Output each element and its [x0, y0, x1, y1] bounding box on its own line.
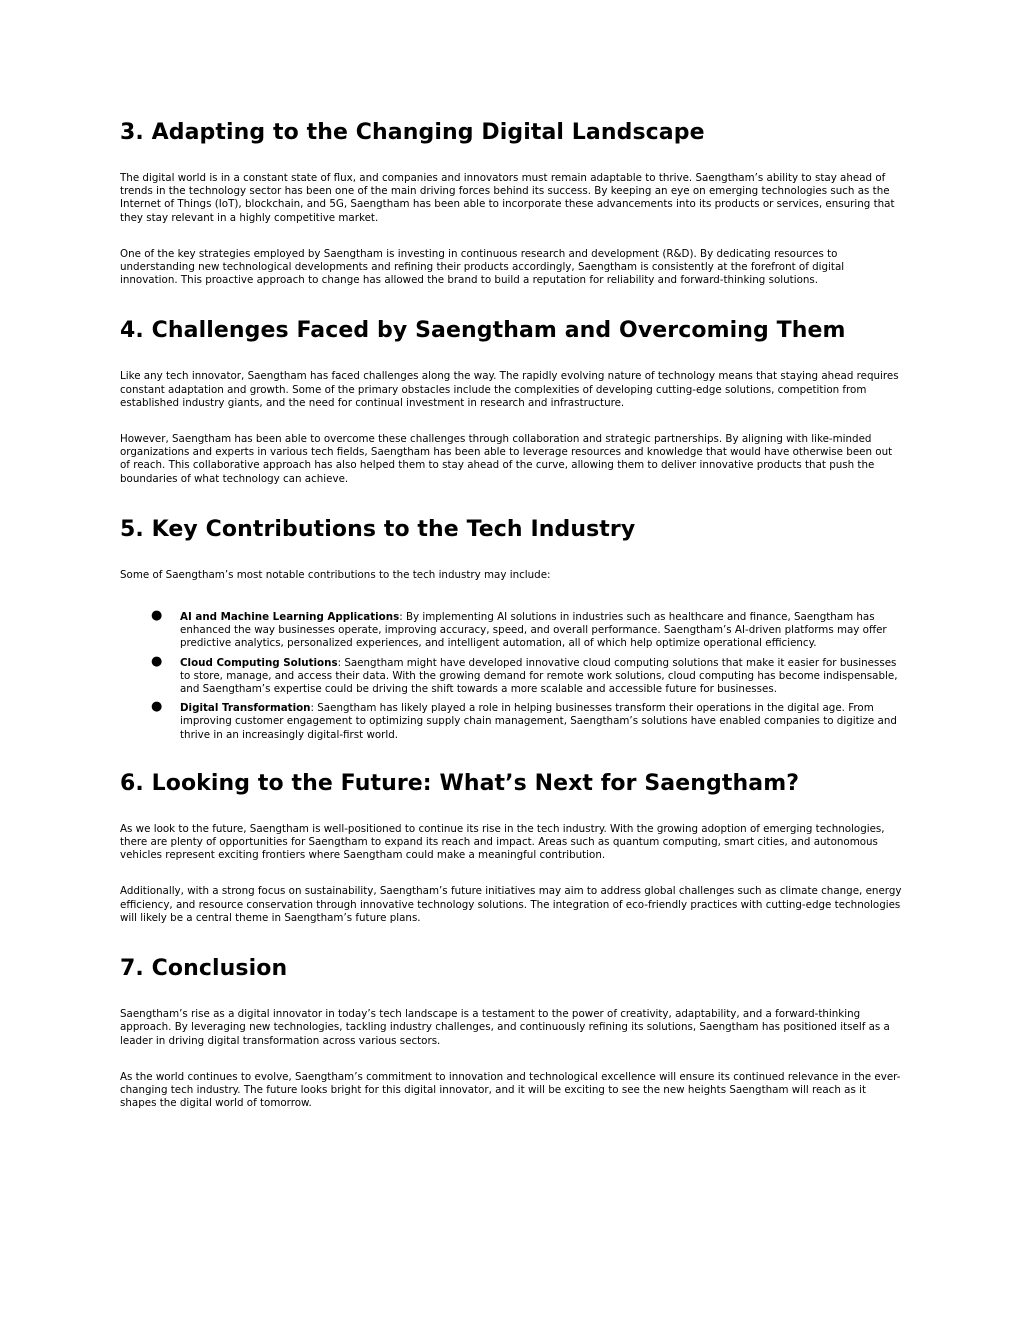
- bullet-icon: ●: [151, 699, 163, 715]
- paragraph: Like any tech innovator, Saengtham has faced challenges along the way. The rapidly evolving nature of technology means that staying ahead requires constant adaptation and growth. Some of the primary obstacles include the complexities of developing cutting-edge solutions, competition from established industry giants, and the need for continual investment in research and infrastructure.: [120, 370, 899, 409]
- bullet-icon: ●: [151, 653, 163, 669]
- paragraph: As the world continues to evolve, Saengtham’s commitment to innovation and technological excellence will ensure its continued relevance in the ever-changing tech industry. The future looks bright for this digital innovator, and it will be exciting to see the new heights Saengtham will reach as it shapes the digital world of tomorrow.: [120, 1070, 901, 1110]
- section-heading-challenges: 4. Challenges Faced by Saengtham and Overcoming Them: [120, 318, 846, 344]
- list-item: [120, 699, 904, 742]
- section-heading-future: 6. Looking to the Future: What’s Next for Saengtham?: [120, 770, 800, 796]
- paragraph: Saengtham’s rise as a digital innovator in today’s tech landscape is a testament to the power of creativity, adaptability, and a forward-thinking approach. By leveraging new technologies, tackling industry challenges, and continuously refining its solutions, Saengtham has positioned itself as a leader in driving digital transformation across various sectors.: [120, 1008, 890, 1047]
- bullet-icon: ●: [151, 608, 163, 624]
- list-item: [120, 608, 904, 651]
- list-item-term: Cloud Computing Solutions: [180, 656, 338, 669]
- list-item-term: Digital Transformation: [180, 702, 311, 715]
- contributions-list: [120, 608, 904, 742]
- section-heading-conclusion: 7. Conclusion: [120, 956, 288, 982]
- section-heading-adapting: 3. Adapting to the Changing Digital Landscape: [120, 120, 705, 145]
- list-item-term: AI and Machine Learning Applications: [180, 611, 400, 624]
- paragraph: However, Saengtham has been able to overcome these challenges through collaboration and strategic partnerships. By aligning with like-minded organizations and experts in various tech fields, Saengtham has been able to leverage resources and knowledge that would have otherwise been out of reach. This collaborative approach has also helped them to stay ahead of the curve, allowing them to deliver innovative products that push the boundaries of what technology can achieve.: [120, 433, 893, 485]
- document-page: [120, 118, 904, 1133]
- list-item: [120, 653, 904, 697]
- paragraph: One of the key strategies employed by Saengtham is investing in continuous research and development (R&D). By dedicating resources to understanding new technological developments and refining their products accordingly, Saengtham is consistently at the forefront of digital innovation. This proactive approach to change has allowed the brand to build a reputation for reliability and forward-thinking solutions.: [120, 247, 845, 287]
- list-item-text: : By implementing AI solutions in industries such as healthcare and finance, Saengtham has enhanced the way businesses operate, improving accuracy, speed, and overall performance. Saengtham’s AI-driven platforms may offer predictive analytics, personalized experiences, and intelligent automation, all of which help optimize operational efficiency.: [180, 611, 887, 650]
- paragraph: Additionally, with a strong focus on sustainability, Saengtham’s future initiatives may aim to address global challenges such as climate change, energy efficiency, and resource conservation through innovative technology solutions. The integration of eco-friendly practices with cutting-edge technologies will likely be a central theme in Saengtham’s future plans.: [120, 885, 902, 924]
- paragraph: Some of Saengtham’s most notable contributions to the tech industry may include:: [120, 568, 551, 581]
- paragraph: As we look to the future, Saengtham is well-positioned to continue its rise in the tech industry. With the growing adoption of emerging technologies, there are plenty of opportunities for Saengtham to expand its reach and impact. Areas such as quantum computing, smart cities, and autonomous vehicles represent exciting frontiers where Saengtham could make a meaningful contribution.: [120, 822, 885, 862]
- list-item-text: : Saengtham might have developed innovative cloud computing solutions that make it easier for businesses to store, manage, and access their data. With the growing demand for remote work solutions, cloud computing has become indispensable, and Saengtham’s expertise could be driving the shift towards a more scalable and accessible future for businesses.: [180, 656, 898, 696]
- paragraph: The digital world is in a constant state of flux, and companies and innovators must remain adaptable to thrive. Saengtham’s ability to stay ahead of trends in the technology sector has been one of the main driving forces behind its success. By keeping an eye on emerging technologies such as the Internet of Things (IoT), blockchain, and 5G, Saengtham has been able to incorporate these advancements into its products or services, ensuring that they stay relevant in a highly competitive market.: [120, 172, 895, 224]
- list-item-text: : Saengtham has likely played a role in helping businesses transform their operations in the digital age. From improving customer engagement to optimizing supply chain management, Saengtham’s solutions have enabled companies to digitize and thrive in an increasingly digital-first world.: [180, 702, 897, 741]
- section-heading-contributions: 5. Key Contributions to the Tech Industry: [120, 516, 636, 542]
